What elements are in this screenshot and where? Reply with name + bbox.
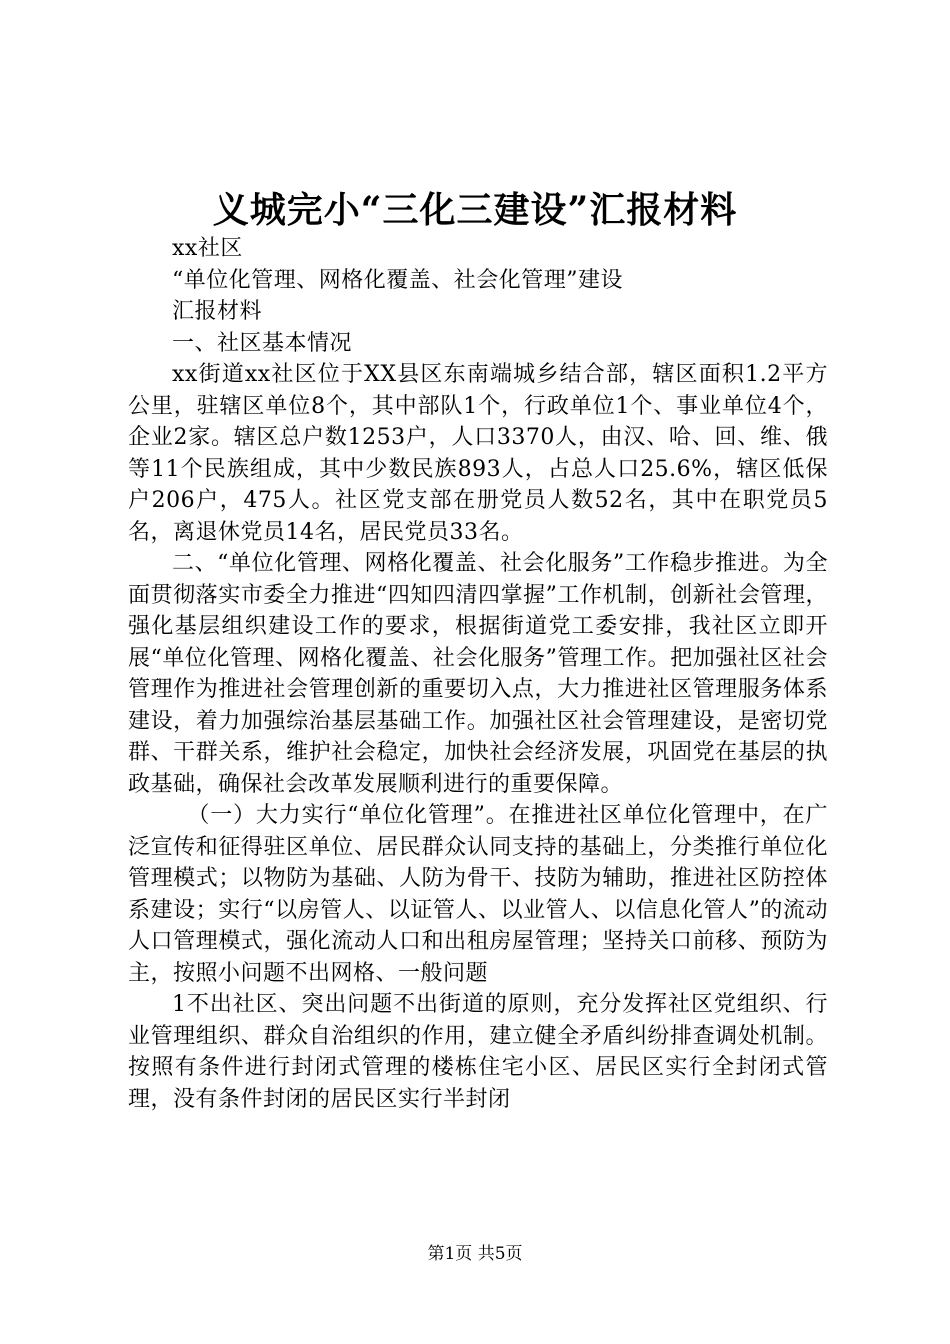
section-heading-basic-info: 一、社区基本情况 <box>172 330 353 356</box>
page-footer: 第1页 共5页 <box>427 1244 523 1264</box>
paragraph-report-label: 汇报材料 <box>172 299 263 324</box>
paragraph-continuation: 1不出社区、突出问题不出街道的原则，充分发挥社区党组织、行业管理组织、群众自治组织的作用，建立健全矛盾纠纷排查调处机制。按照有条件进行封闭式管理的楼栋住宅小区、居民区实行全封闭式管理，没有条件封闭的居民区实行半封闭 <box>128 992 828 1112</box>
paragraph-subtitle: “单位化管理、网格化覆盖、社会化管理”建设 <box>172 267 623 293</box>
paragraph-unit-management: （一）大力实行“单位化管理”。在推进社区单位化管理中，在广泛宣传和征得驻区单位、居民群众认同支持的基础上，分类推行单位化管理模式；以物防为基础、人防为骨干、技防为辅助，推进社区防控体系建设；实行“以房管人、以证管人、以业管人、以信息化管人”的流动人口管理模式，强化流动人口和出租房屋管理；坚持关口前移、预防为主，按照小问题不出网格、一般问题 <box>128 803 828 986</box>
paragraph-section-two: 二、“单位化管理、网格化覆盖、社会化服务”工作稳步推进。为全面贯彻落实市委全力推进“四知四清四掌握”工作机制，创新社会管理，强化基层组织建设工作的要求，根据街道党工委安排，我社区立即开展“单位化管理、网格化覆盖、社会化服务”管理工作。把加强社区社会管理作为推进社会管理创新的重要切入点，大力推进社区管理服务体系建设，着力加强综治基层基础工作。加强社区社会管理建设，是密切党群、干群关系，维护社会稳定，加快社会经济发展，巩固党在基层的执政基础，确保社会改革发展顺利进行的重要保障。 <box>128 551 828 797</box>
paragraph-community-name: xx社区 <box>172 236 243 261</box>
paragraph-basic-info: xx街道xx社区位于XX县区东南端城乡结合部，辖区面积1.2平方公里，驻辖区单位8个，其中部队1个，行政单位1个、事业单位4个，企业2家。辖区总户数1253户，人口3370人，由汉、哈、回、维、俄等11个民族组成，其中少数民族893人，占总人口25.6%，辖区低保户206户，475人。社区党支部在册党员人数52名，其中在职党员5名，离退休党员14名，居民党员33名。 <box>128 362 828 545</box>
document-body <box>128 233 828 1115</box>
document-title: 义城完小“三化三建设”汇报材料 <box>212 189 738 231</box>
